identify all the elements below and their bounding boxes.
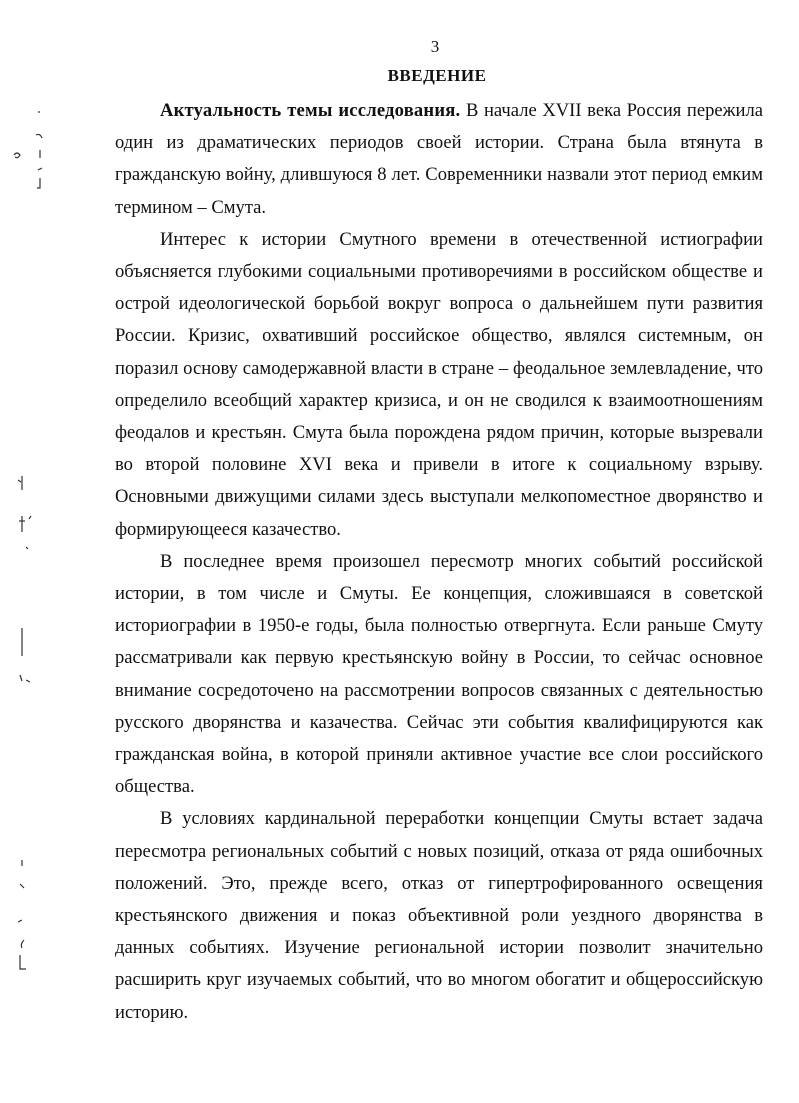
- paragraph: В последнее время произошел пересмотр многих событий российской истории, в том числе и Смуты. Ее концепция, сложившаяся в советской историографии в 1950-е годы, была полностью отвергнута. Если раньше Смуту рассматривали как первую крестьянскую войну в России, то сейчас основное внимание сосредоточено на рассмотрении вопросов связанных с деятельностью русского дворянства и казачества. Сейчас эти события квалифицируются как гражданская война, в которой приняли активное участие все слои российского общества.: [115, 550, 763, 798]
- paragraph-text: В начале XVII века Россия пережила один из драматических периодов своей истории. Страна была втянута в гражданскую войну, длившуюся 8 лет. Современники назвали этот период емким термином – Смута.: [115, 100, 763, 218]
- paragraph: В условиях кардинальной переработки концепции Смуты встает задача пересмотра региональных событий с новых позиций, отказа от ряда ошибочных положений. Это, прежде всего, отказ от гипертрофированного освещения крестьянского движения и показ объективной роли уездного дворянства в данных событиях. Изучение региональной истории позволит значительно расширить круг изучаемых событий, что во многом обогатит и общероссийскую историю.: [115, 808, 763, 1023]
- body-text: [115, 95, 763, 1029]
- scan-artifacts-icon: [0, 0, 60, 1103]
- paragraph: [115, 95, 763, 224]
- page-number: 3: [430, 37, 440, 56]
- section-heading: ВВЕДЕНИЕ: [387, 66, 487, 85]
- paragraph: Интерес к истории Смутного времени в отечественной истиографии объясняется глубокими социальными противоречиями в российском обществе и острой идеологической борьбой вокруг вопроса о дальнейшем пути развития России. Кризис, охвативший российское общество, являлся системным, он поразил основу самодержавной власти в стране – феодальное землевладение, что определило всеобщий характер кризиса, и он не сводился к взаимоотношениям феодалов и крестьян. Смута была порождена рядом причин, которые вызревали во второй половине XVI века и привели в итоге к социальному взрыву. Основными движущими силами здесь выступали мелкопоместное дворянство и формирующееся казачество.: [115, 228, 763, 540]
- paragraph-lead: Актуальность темы исследования.: [160, 100, 461, 121]
- margin-scan-marks: [0, 0, 60, 1103]
